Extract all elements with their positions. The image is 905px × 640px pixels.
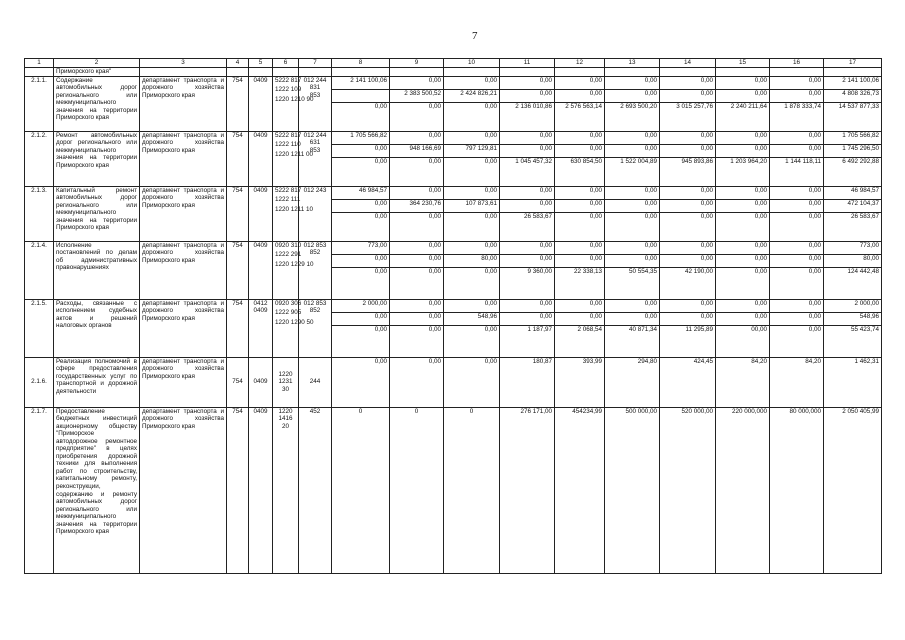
column-number-10: 10 [444, 59, 500, 68]
amount-cell: 0,00 [660, 199, 716, 212]
amount-cell: 0,00 [390, 241, 444, 254]
csr-code: 1222 291 [275, 251, 302, 259]
amount-cell: 0 [390, 407, 444, 573]
vr-codes [299, 76, 332, 131]
amount-cell: 50 554,35 [605, 267, 660, 299]
grbs-code: 754 [227, 131, 249, 186]
amount-cell: 0,00 [444, 241, 500, 254]
amount-cell: 2 136 010,86 [500, 102, 555, 131]
amount-cell: 773,00 [824, 241, 882, 254]
activity-name: Исполнение постановлений по делам об административных правонарушениях [54, 241, 140, 299]
amount-cell: 0,00 [500, 199, 555, 212]
amount-cell: 0,00 [500, 312, 555, 325]
amount-cell: 40 871,34 [605, 325, 660, 357]
amount-cell: 0,00 [555, 199, 605, 212]
amount-cell: 500 000,00 [605, 407, 660, 573]
activity-name: Ремонт автомобильных дорог регионального или межмуниципального значения на территории Приморского края [54, 131, 140, 186]
amount-cell: 0,00 [332, 144, 390, 157]
amount-cell: 0,00 [660, 254, 716, 267]
column-number-14: 14 [660, 59, 716, 68]
amount-cell: 0,00 [444, 102, 500, 131]
vr-codes [299, 299, 332, 357]
amount-cell: 1 462,31 [824, 357, 882, 407]
amount-cell: 124 442,48 [824, 267, 882, 299]
table-row [25, 357, 882, 407]
column-number-2: 2 [54, 59, 140, 68]
column-number-16: 16 [770, 59, 824, 68]
amount-cell: 0,00 [716, 267, 770, 299]
page-number: 7 [472, 30, 478, 42]
csr-code: 1220 1290 50 [275, 318, 314, 326]
amount-cell: 0,00 [500, 254, 555, 267]
amount-cell: 80 000,000 [770, 407, 824, 573]
column-number-13: 13 [605, 59, 660, 68]
amount-cell: 0,00 [716, 144, 770, 157]
executor: департамент транспорта и дорожного хозяйства Приморского края [140, 76, 227, 131]
amount-cell: 0,00 [332, 357, 390, 407]
amount-cell: 2 141 100,06 [824, 76, 882, 89]
row-number: 2.1.5. [25, 299, 54, 357]
amount-cell: 2 240 211,64 [716, 102, 770, 131]
csr-code: 1222 110 [275, 141, 301, 149]
amount-cell: 0,00 [500, 131, 555, 144]
amount-cell: 630 854,50 [555, 157, 605, 186]
amount-cell: 22 338,13 [555, 267, 605, 299]
csr-codes [273, 131, 314, 186]
row216-exec: департамент транспорта и дорожного хозяйства Приморского края [140, 357, 227, 407]
amount-cell: 276 171,00 [500, 407, 555, 573]
column-number-1: 1 [25, 59, 54, 68]
amount-cell: 0,00 [332, 312, 390, 325]
amount-cell: 0,00 [444, 76, 500, 89]
amount-cell: 0,00 [716, 89, 770, 102]
column-number-9: 9 [390, 59, 444, 68]
amount-cell: 2 068,54 [555, 325, 605, 357]
vr-code: 012 244 [303, 131, 327, 139]
amount-cell: 80,00 [444, 254, 500, 267]
csr-code: 1222 111 [275, 196, 301, 204]
column-number-17: 17 [824, 59, 882, 68]
row216-grbs: 754 [227, 357, 249, 407]
amount-cell: 0,00 [770, 89, 824, 102]
amount-cell: 0,00 [332, 212, 390, 241]
vr-code: 012 853 [303, 241, 327, 249]
amount-cell: 0,00 [770, 144, 824, 157]
amount-cell: 4 808 326,73 [824, 89, 882, 102]
activity-name: Содержание автомобильных дорог регионального или межмуниципального значения на территории Приморского края [54, 76, 140, 131]
amount-cell: 14 537 877,33 [824, 102, 882, 131]
amount-cell: 0,00 [605, 312, 660, 325]
amount-cell: 0,00 [555, 299, 605, 312]
table-row [25, 131, 882, 144]
amount-cell: 2 000,00 [332, 299, 390, 312]
amount-cell: 0,00 [555, 89, 605, 102]
amount-cell: 0,00 [660, 212, 716, 241]
amount-cell: 0,00 [500, 89, 555, 102]
vr-code: 853 [309, 91, 321, 99]
column-number-4: 4 [227, 59, 249, 68]
amount-cell: 0,00 [660, 186, 716, 199]
amount-cell: 548,96 [824, 312, 882, 325]
amount-cell: 0,00 [605, 254, 660, 267]
amount-cell: 0,00 [770, 199, 824, 212]
amount-cell: 0,00 [605, 186, 660, 199]
amount-cell: 0,00 [605, 76, 660, 89]
amount-cell: 0,00 [716, 199, 770, 212]
amount-cell: 0,00 [390, 325, 444, 357]
csr-code: 5222 817 [275, 131, 302, 139]
amount-cell: 0,00 [500, 241, 555, 254]
amount-cell: 2 424 826,21 [444, 89, 500, 102]
amount-cell: 548,96 [444, 312, 500, 325]
amount-cell: 1 705 566,82 [332, 131, 390, 144]
amount-cell: 0,00 [332, 254, 390, 267]
column-number-15: 15 [716, 59, 770, 68]
csr-code: 1220 1210 90 [275, 95, 314, 103]
amount-cell: 0,00 [390, 299, 444, 312]
amount-cell: 472 104,37 [824, 199, 882, 212]
amount-cell: 0,00 [605, 131, 660, 144]
amount-cell: 0,00 [555, 241, 605, 254]
rzpr-code: 0409 [249, 76, 273, 131]
amount-cell: 46 984,57 [332, 186, 390, 199]
amount-cell: 0,00 [390, 267, 444, 299]
csr-code: 0920 310 [275, 241, 302, 249]
csr-code: 5222 817 [275, 76, 302, 84]
amount-cell: 0,00 [716, 312, 770, 325]
amount-cell: 424,45 [660, 357, 716, 407]
amount-cell: 2 000,00 [824, 299, 882, 312]
amount-cell: 0,00 [332, 199, 390, 212]
rzpr-code: 0409 [249, 131, 273, 186]
amount-cell: 0,00 [390, 254, 444, 267]
amount-cell: 945 893,86 [660, 157, 716, 186]
amount-cell: 84,20 [716, 357, 770, 407]
amount-cell: 0,00 [555, 76, 605, 89]
executor: департамент транспорта и дорожного хозяйства Приморского края [140, 186, 227, 241]
executor: департамент транспорта и дорожного хозяйства Приморского края [140, 241, 227, 299]
amount-cell: 1 045 457,32 [500, 157, 555, 186]
column-number-6: 6 [273, 59, 299, 68]
amount-cell: 1 144 118,11 [770, 157, 824, 186]
row217-vr: 452 [299, 407, 332, 573]
grbs-code: 754 [227, 241, 249, 299]
amount-cell: 0,00 [444, 131, 500, 144]
amount-cell: 0,00 [770, 212, 824, 241]
table-row [25, 407, 882, 573]
vr-code: 853 [309, 146, 321, 154]
amount-cell: 0,00 [500, 186, 555, 199]
amount-cell: 55 423,74 [824, 325, 882, 357]
amount-cell: 0,00 [500, 299, 555, 312]
amount-cell: 2 141 100,06 [332, 76, 390, 89]
column-number-12: 12 [555, 59, 605, 68]
activity-name: Расходы, связанные с исполнением судебных актов и решений налоговых органов [54, 299, 140, 357]
grbs-code: 754 [227, 186, 249, 241]
column-number-7: 7 [299, 59, 332, 68]
amount-cell: 0,00 [500, 76, 555, 89]
lead-row [25, 68, 882, 77]
executor: департамент транспорта и дорожного хозяйства Приморского края [140, 131, 227, 186]
amount-cell: 0,00 [444, 357, 500, 407]
amount-cell: 0,00 [555, 131, 605, 144]
column-number-8: 8 [332, 59, 390, 68]
row216-csr: 1220 1231 30 [273, 357, 299, 407]
amount-cell: 0,00 [660, 89, 716, 102]
csr-code: 1222 109 [275, 86, 302, 94]
column-number-row [25, 59, 882, 68]
amount-cell: 0,00 [444, 325, 500, 357]
row-number: 2.1.2. [25, 131, 54, 186]
row216-rzpr: 0409 [249, 357, 273, 407]
csr-code: 1220 1211 00 [275, 150, 314, 158]
amount-cell: 0,00 [390, 312, 444, 325]
csr-codes [273, 76, 314, 131]
vr-code: 852 [309, 307, 321, 315]
amount-cell: 0,00 [390, 357, 444, 407]
amount-cell: 0,00 [605, 89, 660, 102]
vr-code: 852 [309, 249, 321, 257]
amount-cell: 1 878 333,74 [770, 102, 824, 131]
amount-cell: 0,00 [444, 212, 500, 241]
amount-cell: 0,00 [716, 299, 770, 312]
amount-cell: 0,00 [770, 312, 824, 325]
amount-cell: 0,00 [332, 267, 390, 299]
amount-cell: 0,00 [555, 186, 605, 199]
amount-cell: 0 [444, 407, 500, 573]
amount-cell: 1 203 964,20 [716, 157, 770, 186]
amount-cell: 0,00 [660, 76, 716, 89]
csr-code: 1222 905 [275, 309, 302, 317]
activity-name: Капитальный ремонт автомобильных дорог регионального или межмуниципального значения на территории Приморского края [54, 186, 140, 241]
amount-cell: 773,00 [332, 241, 390, 254]
csr-code: 1220 1211 10 [275, 205, 314, 213]
amount-cell: 11 295,89 [660, 325, 716, 357]
grbs-code: 754 [227, 76, 249, 131]
column-number-3: 3 [140, 59, 227, 68]
amount-cell: 0,00 [332, 102, 390, 131]
amount-cell: 26 583,67 [500, 212, 555, 241]
row217-rzpr: 0409 [249, 407, 273, 573]
amount-cell: 1 745 296,50 [824, 144, 882, 157]
amount-cell: 0,00 [770, 186, 824, 199]
csr-code: 1220 1229 10 [275, 260, 314, 268]
table-row [25, 299, 882, 312]
vr-codes [299, 186, 332, 241]
amount-cell: 0,00 [716, 76, 770, 89]
amount-cell: 0,00 [444, 267, 500, 299]
amount-cell: 294,80 [605, 357, 660, 407]
amount-cell: 0,00 [605, 299, 660, 312]
amount-cell: 2 693 500,20 [605, 102, 660, 131]
amount-cell: 0,00 [716, 254, 770, 267]
amount-cell: 0,00 [444, 186, 500, 199]
amount-cell: 0,00 [555, 144, 605, 157]
amount-cell: 520 000,00 [660, 407, 716, 573]
vr-code: 012 853 [303, 299, 327, 307]
table-row [25, 186, 882, 199]
amount-cell: 0,00 [770, 325, 824, 357]
amount-cell: 9 360,00 [500, 267, 555, 299]
amount-cell: 0,00 [660, 312, 716, 325]
amount-cell: 1 522 004,89 [605, 157, 660, 186]
amount-cell: 0,00 [770, 299, 824, 312]
amount-cell: 46 984,57 [824, 186, 882, 199]
grbs-code: 754 [227, 299, 249, 357]
amount-cell: 0,00 [605, 144, 660, 157]
amount-cell: 80,00 [824, 254, 882, 267]
budget-table [24, 58, 882, 574]
amount-cell: 6 492 292,88 [824, 157, 882, 186]
row216-name: Реализация полномочий в сфере предоставления государственных услуг по транспортной и дорожной деятельности [54, 357, 140, 407]
amount-cell: 0,00 [770, 131, 824, 144]
amount-cell: 2 383 500,52 [390, 89, 444, 102]
amount-cell: 42 190,00 [660, 267, 716, 299]
amount-cell: 0,00 [555, 212, 605, 241]
amount-cell: 948 166,69 [390, 144, 444, 157]
csr-code: 5222 817 [275, 186, 302, 194]
amount-cell: 0,00 [390, 186, 444, 199]
amount-cell: 0,00 [770, 241, 824, 254]
amount-cell: 364 230,76 [390, 199, 444, 212]
amount-cell: 0,00 [555, 254, 605, 267]
amount-cell: 454234,99 [555, 407, 605, 573]
vr-code: 631 [309, 139, 321, 147]
amount-cell: 0,00 [390, 131, 444, 144]
row217-csr: 1220 1416 20 [273, 407, 299, 573]
amount-cell: 0,00 [555, 312, 605, 325]
amount-cell: 0,00 [605, 241, 660, 254]
amount-cell: 0,00 [390, 76, 444, 89]
vr-codes [299, 131, 332, 186]
amount-cell: 26 583,67 [824, 212, 882, 241]
vr-codes [299, 241, 332, 299]
csr-codes [273, 186, 314, 241]
column-number-5: 5 [249, 59, 273, 68]
amount-cell: 0,00 [332, 325, 390, 357]
amount-cell: 2 576 563,14 [555, 102, 605, 131]
row217-name: Предоставление бюджетных инвестиций акционерному обществу "Приморское автодорожное ремонтное предприятие" в целях приобретения дорожной техники для выполнения работ по строительству, капитальному ремонту, реконструкции, содержанию и ремонту автомобильных дорог регионального или межмуниципального значения на территории Приморского края [54, 407, 140, 573]
executor: департамент транспорта и дорожного хозяйства Приморского края [140, 299, 227, 357]
amount-cell: 1 705 566,82 [824, 131, 882, 144]
row-number: 2.1.4. [25, 241, 54, 299]
row217-num: 2.1.7. [25, 407, 54, 573]
amount-cell: 0,00 [770, 267, 824, 299]
amount-cell: 0,00 [332, 157, 390, 186]
row216-num: 2.1.6. [25, 357, 54, 407]
amount-cell: 0,00 [500, 144, 555, 157]
row-number: 2.1.3. [25, 186, 54, 241]
lead-text: Приморского края" [54, 68, 140, 77]
amount-cell: 00,00 [716, 325, 770, 357]
amount-cell: 797 129,81 [444, 144, 500, 157]
amount-cell: 0,00 [660, 144, 716, 157]
amount-cell: 0,00 [660, 131, 716, 144]
rzpr-code: 0412 0409 [249, 299, 273, 357]
amount-cell: 0,00 [390, 102, 444, 131]
amount-cell: 0,00 [605, 199, 660, 212]
row-number: 2.1.1. [25, 76, 54, 131]
amount-cell: 0,00 [716, 241, 770, 254]
csr-code: 0920 306 [275, 299, 302, 307]
amount-cell: 0,00 [716, 186, 770, 199]
amount-cell: 0,00 [605, 212, 660, 241]
amount-cell: 1 187,97 [500, 325, 555, 357]
amount-cell: 0,00 [716, 131, 770, 144]
amount-cell: 220 000,000 [716, 407, 770, 573]
rzpr-code: 0409 [249, 186, 273, 241]
amount-cell: 0,00 [444, 157, 500, 186]
amount-cell: 0,00 [660, 241, 716, 254]
amount-cell: 0 [332, 407, 390, 573]
table-row [25, 76, 882, 89]
amount-cell: 180,87 [500, 357, 555, 407]
amount-cell: 0,00 [716, 212, 770, 241]
row216-vr: 244 [299, 357, 332, 407]
amount-cell: 107 873,61 [444, 199, 500, 212]
vr-code: 831 [309, 84, 321, 92]
amount-cell [332, 89, 390, 102]
vr-code: 012 243 [303, 186, 327, 194]
amount-cell: 2 050 405,99 [824, 407, 882, 573]
amount-cell: 0,00 [770, 254, 824, 267]
csr-codes [273, 241, 314, 299]
amount-cell: 84,20 [770, 357, 824, 407]
column-number-11: 11 [500, 59, 555, 68]
amount-cell: 0,00 [770, 76, 824, 89]
amount-cell: 393,99 [555, 357, 605, 407]
row217-grbs: 754 [227, 407, 249, 573]
amount-cell: 3 015 257,76 [660, 102, 716, 131]
amount-cell: 0,00 [444, 299, 500, 312]
row217-exec: департамент транспорта и дорожного хозяйства Приморского края [140, 407, 227, 573]
csr-codes [273, 299, 314, 357]
amount-cell: 0,00 [390, 157, 444, 186]
vr-code: 012 244 [303, 76, 327, 84]
rzpr-code: 0409 [249, 241, 273, 299]
amount-cell: 0,00 [390, 212, 444, 241]
table-row [25, 241, 882, 254]
amount-cell: 0,00 [660, 299, 716, 312]
